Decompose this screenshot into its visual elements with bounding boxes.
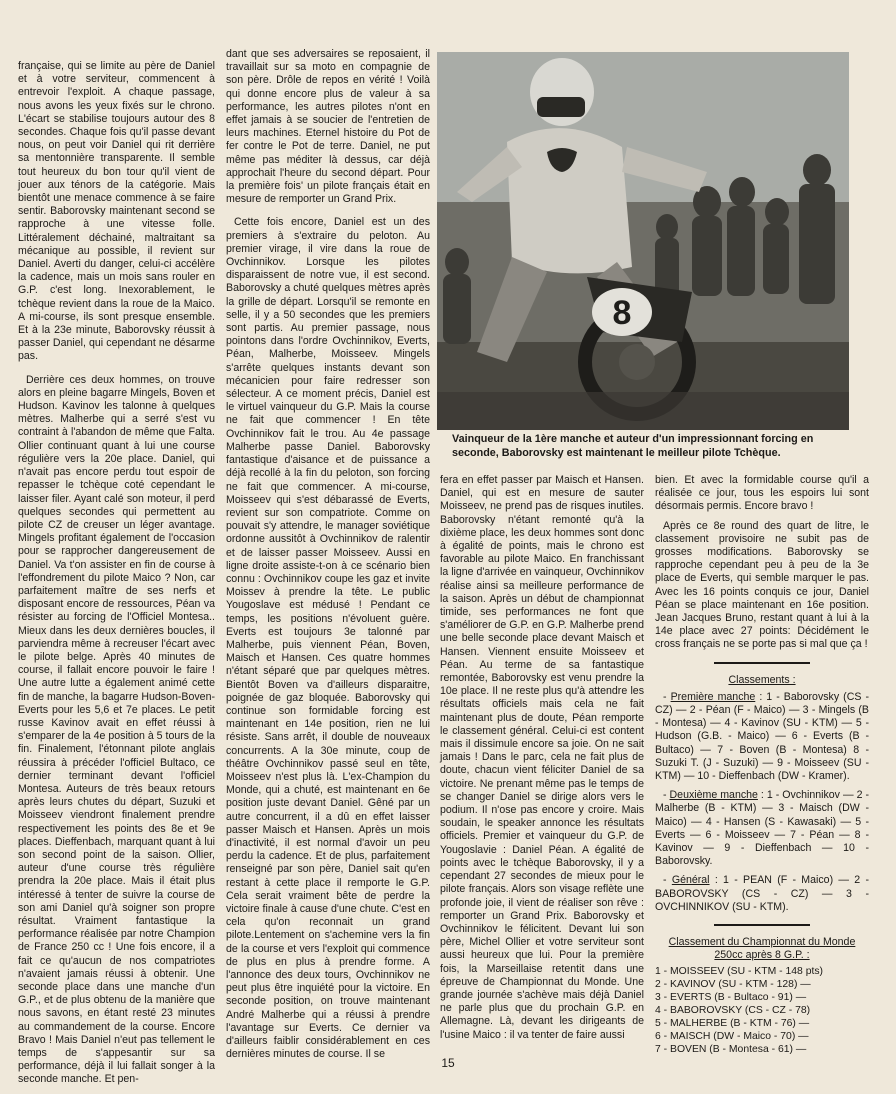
article-column-2 [226,48,430,1067]
page-number: 15 [441,1056,455,1070]
championship-heading: Classement du Championnat du Monde 250cc après 8 G.P. : [668,936,856,962]
rider-illustration [437,52,849,430]
first-race-results: - Première manche : 1 - Baborovsky (CS - CZ) — 2 - Péan (F - Maico) — 3 - Mingels (B - Montesa) — 4 - Kavinov (SU - KTM) — 5 - Hudson (G.B. - Maico) — 6 - Everts (B - Bultaco) — 7 - Boven (B - Montesa) 8 - Suzuki T. (J - Suzuki) — 9 - Moisseev (SU - KTM) — 10 - Dieffenbach (DW - Kramer). [655,690,869,783]
overall-text: : 1 - PEAN (F - Maico) — 2 - BABOROVSKY (CS - CZ) — 3 - OVCHINNIKOV (SU - KTM). [655,874,869,913]
paragraph: fera en effet passer par Maisch et Hansen. Daniel, qui est en mesure de sauter Moisseev, ne prend pas de risques inutiles. Baborovsky n'étant remonté qu'à la dixième place, les deux hommes sont donc à égalité de points, mais le chrono est favorable au pilote Maico. En franchissant la ligne d'arrivée en vainqueur, Ovchinnikov réalise ainsi sa meilleure performance de la saison. Après un début de championnat timide, ses performances ne font que s'améliorer de G.P. en G.P. Malherbe prend une belle seconde place devant Maisch et Hansen. Viennent ensuite Moisseev et Péan. Au terme de sa fantastique remontée, Baborovsky est venu prendre la 10e place. Il ne reste plus qu'à attendre les résultats officiels mais cela ne fait maintenant plus de doute, Péan remporte le classement général. Celui-ci est content mais il dissimule encore sa joie. On ne sait jamais ! Dans le parc, cela ne fait plus de doute, chacun vient féliciter Daniel de sa victoire. Ne prenant même pas le temps de se changer Daniel se dirige alors vers le podium. Il n'ose pas encore y croire. Mais soudain, le speaker annonce les résultats officiels. Premier et vainqueur du G.P. de Yougoslavie : Daniel Péan. A égalité de points avec le tchèque Baborovsky, il y a cependant 27 secondes de mieux pour le pilote français. Alors son visage reflète une profonde joie, il vient de réaliser son rêve : remporter un Grand Prix. Baborovsky et Ovchinnikov le félicitent. Devant lui son père, Michel Ollier et votre serviteur sont aussi heureux que lui. Pour la première fois, la Marseillaise retentit dans une épreuve de Championnat du Monde. Une grande journée s'achève mais déjà Daniel ne parle plus que du prochain G.P. en Allemagne. Là, devant les dirigeants de l'usine Maico : il va tenter de faire aussi [440,474,645,1041]
paragraph: Cette fois encore, Daniel est un des premiers à s'extraire du peloton. Au premier virage, il vire dans la roue de Ovchinnikov. Lorsque les pilotes disparaissent de notre vue, il est second. Baborovsky a chuté quelques mètres après la grille de départ. Lorsqu'il se remonte en selle, il y a 50 secondes que les premiers sont partis. Au premier passage, nous pointons dans l'ordre Ovchinnikov, Everts, Péan, Malherbe, Moisseev. Mingels s'arrête quelques instants devant son mécanicien pour faire redresser son sélecteur. A ce moment précis, Daniel est le virtuel vainqueur du G.P. Mais la course ne fait que commencer ! En tête Ovchinnikov fait le trou. Au 4e passage Malherbe passe Daniel. Baborovsky fantastique d'aisance et de puissance a déjà recollé à la fin du peloton, son forcing ne fait que commencer. A mi-course, Moisseev qui s'est débarassé de Everts, revient sur son compatriote. Comme on pouvait s'y attendre, le manager soviétique ordonne aussitôt à Ovchinnikov de ralentir et de laisser passer Moisseev. Aussi en ligne droite assiste-t-on à ce scénario bien connu : Ovchinnikov coupe les gaz et invite Moissev à prendre la tête. Le public Yougoslave est médusé ! Pendant ce temps, les positions n'évoluent guère. Everts est toujours 3e talonné par Malherbe, puis viennent Péan, Boven, Maisch et Hansen. Ces quatre hommes n'étant séparé que par quelques mètres. Bientôt Boven va d'ailleurs disparaitre, poignée de gaz bloquée. Baborovsky qui continue son formidable forcing est maintenant en 14e position, rien ne lui résiste. Sans arrêt, il double de nouveaux concurrents. A la 30e minute, coup de théâtre Ovchinnikov passé seul en tête, Moisseev n'est plus là. L'ex-Champion du Monde, qui a chuté, est maintenant en 6e position juste devant Daniel. Gêné par un autre concurrent, il a dû en effet laisser passer Maisch et Hansen. Après un mois d'inactivité, il est normal d'avoir un peu perdu la cadence. Et de plus, parfaitement renseigné par son père, Daniel sait qu'en restant à cette place il remporte le G.P. Cela serait vraiment bête de perdre la victoire finale à cause d'une chute. C'est en cela qu'on reconnait un grand pilote.Lentement on s'achemine vers la fin de la course et vers l'exploit qui commence de plus en plus à prendre forme. A l'annonce des deux tours, Ovchinnikov ne peut plus être inquiété pour la victoire. En seconde position, on trouve maintenant André Malherbe qui a réussi à prendre l'avantage sur Everts. Ce dernier va d'ailleurs faiblir considérablement en ces dernières minutes de course. Il se [226,216,430,1061]
standing-row: 2 - KAVINOV (SU - KTM - 128) — [655,978,811,990]
article-column-4 [655,474,869,1056]
paragraph: française, qui se limite au père de Daniel et à votre serviteur, commencent à entrevoir l'exploit. A chaque passage, nous avons les yeux fixés sur le chrono. L'écart se stabilise toujours autour des 8 secondes. Chaque fois qu'il passe devant nous, on peut voir Daniel qui rit derrière sa mentonnière transparente. Il semble tout heureux du bon tour qu'il vient de jouer aux ténors de la catégorie. Mais bientôt une menace commence à se faire sentir. Baborovsky maintenant second se rapproche à une vitesse folle. Littéralement déchainé, maltraitant sa mécanique au possible, il revient sur Daniel. Averti du danger, celui-ci accélère la cadence, mais un mois sans rouler en G.P. c'est long. Inexorablement, le tchèque revient dans la roue de la Maico. A mi-course, ils sont presque ensemble. Et à la 23e minute, Baborovsky réussit à passer Daniel, qui cependant ne désarme pas. [18,60,215,363]
photo-caption: Vainqueur de la 1ère manche et auteur d'un impressionnant forcing en seconde, Baborovsky est maintenant le meilleur pilote Tchèque. [452,433,814,459]
results-heading: Classements : [728,673,796,686]
standing-row: 7 - BOVEN (B - Montesa - 61) — [655,1043,807,1055]
motocross-rider-photo [437,52,849,430]
second-race-label: Deuxième manche [669,789,758,802]
standing-row: 5 - MALHERBE (B - KTM - 76) — [655,1017,810,1029]
first-race-label: Première manche [670,690,756,703]
article-column-3 [440,474,644,1048]
paragraph: dant que ses adversaires se reposaient, il travaillait sur sa moto en compagnie de son père. Drôle de repos en vérité ! Voilà qui donne encore plus de valeur à sa performance, les autres pilotes n'ont en effet jamais à se soucier de l'entretien de leurs machines. Eternel histoire du Pot de fer contre le Pot de terre. Daniel, ne put même pas méditer là dessus, car déjà approchait l'heure du second départ. Pour la première fois' un pilote français était en mesure de remporter un Grand Prix. [226,48,430,206]
paragraph: Derrière ces deux hommes, on trouve alors en pleine bagarre Mingels, Boven et Hudson. Kavinov les talonne à quelques mètres. Malherbe qui a serré s'est vu contraint à l'abandon de même que Falta. Ollier continuant quant à lui une course régulière vers la 20e place. Daniel, qui n'avait pas encore perdu tout espoir de repasser le tchèque coté cependant le laisser filer. Ayant calé son moteur, il perd quelques secondes qui permettent au pilote CZ de creuser un léger avantage. Mingels profitant également de l'occasion pour se rapprocher dangereusement de Daniel. Va t'on assister en fin de course à l'effondrement du pilote Maico ? Non, car parfaitement maître de ses nerfs et disposant encore de ressources, Péan va résister au forcing de l'Officiel Montesa.. Mieux dans les deux dernières boucles, il parviendra même à recreuser l'écart avec le pilote belge. Après 40 minutes de course, il fallait encore pouvoir le faire ! Une autre lutte a également animé cette fin de manche, la bagarre Hudson-Boven-Everts pour les 5,6 et 7e places. Le petit russe Kavinov avait en effet réussi à s'emparer de la 4e position à 5 tours de la fin. Finalement, l'étonnant pilote anglais réussira à précéder l'officiel Bultaco, ce dernier terminant devant l'officiel Montesa. Auteurs de très beaux retours après leurs chutes du départ, Suzuki et Moisseev viendront finalement prendre respectivement les points des 8e et 9e places. Dieffenbach, marquant quant à lui son second point de la saison. Ollier, auteur d'une course très régulière prendra la 20e place. Mais il était plus intéressé à tenter de suivre la course de son ami Daniel qu'à soigner son propre résultat. Vraiment fantastique la performance réalisée par notre Champion de France 250 cc ! Une fois encore, il a fait ce qu'aucun de nos compatriotes n'avaient jamais réussi à obtenir. Une seconde place dans une manche d'un G.P., et de plus obtenu de la manière que nous savons, en étant resté 23 minutes au commandement de la course. Encore Bravo ! Mais Daniel n'eut pas tellement le temps de s'appesantir sur sa performance, déjà il lui fallait songer à la seconde manche. Et pen- [18,373,215,1086]
standing-row: 4 - BABOROVSKY (CS - CZ - 78) [655,1004,811,1016]
paragraph: Après ce 8e round des quart de litre, le classement provisoire ne subit pas de grosses modifications. Baborovsky se rapproche cependant peu à peu de la 3e place de Everts, qui semble marquer le pas. Avec les 16 points conquis ce jour, Daniel Péan se place maintenant en 16e position. Jean Jacques Bruno, restant quant à lui à la 14e place avec 27 points: Décidément le cross français ne se porte pas si mal que ça ! [655,519,869,651]
first-race-text: : 1 - Baborovsky (CS - CZ) — 2 - Péan (F - Maico) — 3 - Mingels (B - Montesa) — 4 - Kavinov (SU - KTM) — 5 - Hudson (G.B. - Maico) — 6 - Everts (B - Bultaco) — 7 - Boven (B - Montesa) 8 - Suzuki T. (J - Suzuki) — 9 - Moisseev (SU - KTM) — 10 - Dieffenbach (DW - Kramer). [655,690,869,783]
overall-label: Général [671,874,710,887]
second-race-text: : 1 - Ovchinnikov — 2 - Malherbe (B - KTM) — 3 - Maisch (DW - Maico) — 4 - Hansen (S - Kawasaki) — 5 - Everts — 6 - Moisseev — 7 - Péan — 8 - Kavinov — 9 - Dieffenbach — 10 - Baborovsky. [655,789,869,868]
article-column-1 [18,60,215,1093]
championship-standings [655,965,869,1056]
bib-number: 8 [612,294,632,332]
overall-results: - Général : 1 - PEAN (F - Maico) — 2 - BABOROVSKY (CS - CZ) — 3 - OVCHINNIKOV (SU - KTM). [655,874,869,913]
paragraph: bien. Et avec la formidable course qu'il a réalisée ce jour, tous les espoirs lui sont désormais permis. Encore bravo ! [655,474,869,513]
standing-row: 6 - MAISCH (DW - Maico - 70) — [655,1030,809,1042]
divider [714,924,810,926]
standing-row: 3 - EVERTS (B - Bultaco - 91) — [655,991,807,1003]
standing-row: 1 - MOISSEEV (SU - KTM - 148 pts) [655,965,824,977]
second-race-results: - Deuxième manche : 1 - Ovchinnikov — 2 - Malherbe (B - KTM) — 3 - Maisch (DW - Maico) — 4 - Hansen (S - Kawasaki) — 5 - Everts — 6 - Moisseev — 7 - Péan — 8 - Kavinov — 9 - Dieffenbach — 10 - Baborovsky. [655,789,869,868]
divider [714,662,810,664]
